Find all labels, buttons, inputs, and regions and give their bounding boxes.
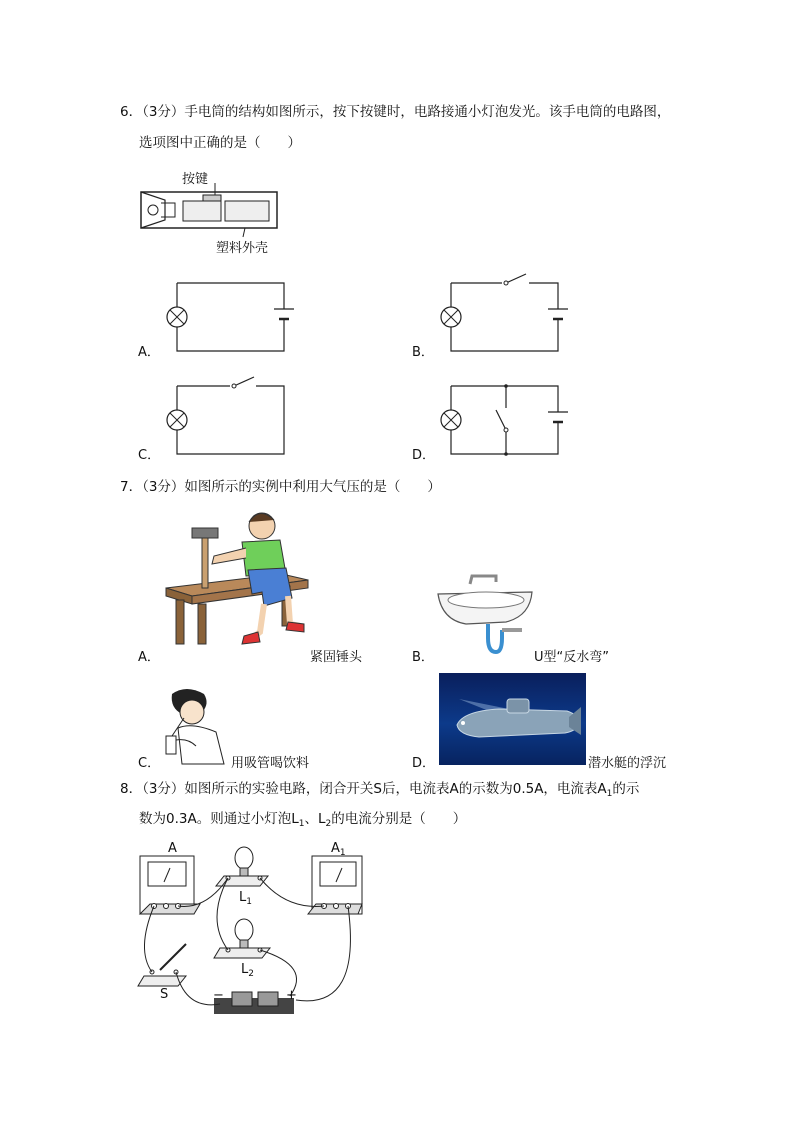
q8-line1-sub: 1 [606,789,613,799]
bulb-l1-letter: L [239,890,247,905]
fig-label-button: 按键 [182,172,209,187]
bulb-l1-sub: 1 [246,897,252,907]
circuit-b [434,275,574,360]
fig-label-shell: 塑料外壳 [216,241,269,256]
q8-line2-sub2: 2 [325,819,332,829]
q8-line2-mid: 、L [304,811,326,827]
option-b-label: B． [412,345,434,360]
q7-option-a-letter: A． [138,650,160,665]
q7-option-b-caption: U型“反水弯” [534,650,609,665]
meter-a1-label [331,841,346,858]
q7-option-d-letter: D． [412,756,436,771]
bulb-l1-label [239,890,252,907]
bulb-l2-label [241,962,254,979]
option-a-label: A． [138,345,160,360]
switch-label: S [160,987,169,1002]
submarine-illustration [439,673,586,765]
q6-line1: 6．（3分）手电筒的结构如图所示，按下按键时，电路接通小灯泡发光。该手电筒的电路图， [120,104,671,120]
bulb-l2-sub: 2 [248,969,254,979]
battery-minus-label: − [213,988,224,1003]
experiment-circuit [136,840,366,1020]
circuit-a [160,275,300,360]
q7-option-c-caption: 用吸管喝饮料 [231,756,310,771]
q8-line2-sub1: 1 [298,819,305,829]
meter-a-label: A [168,841,177,856]
circuit-d [434,378,574,463]
q8-line1 [120,779,639,804]
battery-plus-label: + [286,988,297,1003]
bulb-l2-letter: L [241,962,249,977]
q7-option-d-caption: 潜水艇的浮沉 [588,756,667,771]
q7-option-a-caption: 紧固锤头 [310,650,363,665]
q8-line2 [139,809,466,834]
q7-option-b-letter: B． [412,650,434,665]
meter-a1-letter: A [331,841,340,856]
q8-line2-tail: 的电流分别是（ ） [331,811,467,827]
q7-line: 7．（3分）如图所示的实例中利用大气压的是（ ） [120,479,441,495]
circuit-c [160,378,300,463]
q7-option-c-letter: C． [138,756,161,771]
q8-line1-text: 8．（3分）如图所示的实验电路，闭合开关S后，电流表A的示数为0.5A，电流表A [120,781,607,797]
option-c-label: C． [138,448,161,463]
option-d-label: D． [412,448,436,463]
meter-a1-sub: 1 [339,848,346,858]
sink-illustration [436,572,536,662]
hammer-illustration [162,508,312,650]
straw-illustration [162,688,232,768]
q8-line2-text: 数为0.3A。则通过小灯泡L [139,811,299,827]
q6-line2: 选项图中正确的是（ ） [139,135,301,151]
q8-line1-tail: 的示 [612,781,640,797]
